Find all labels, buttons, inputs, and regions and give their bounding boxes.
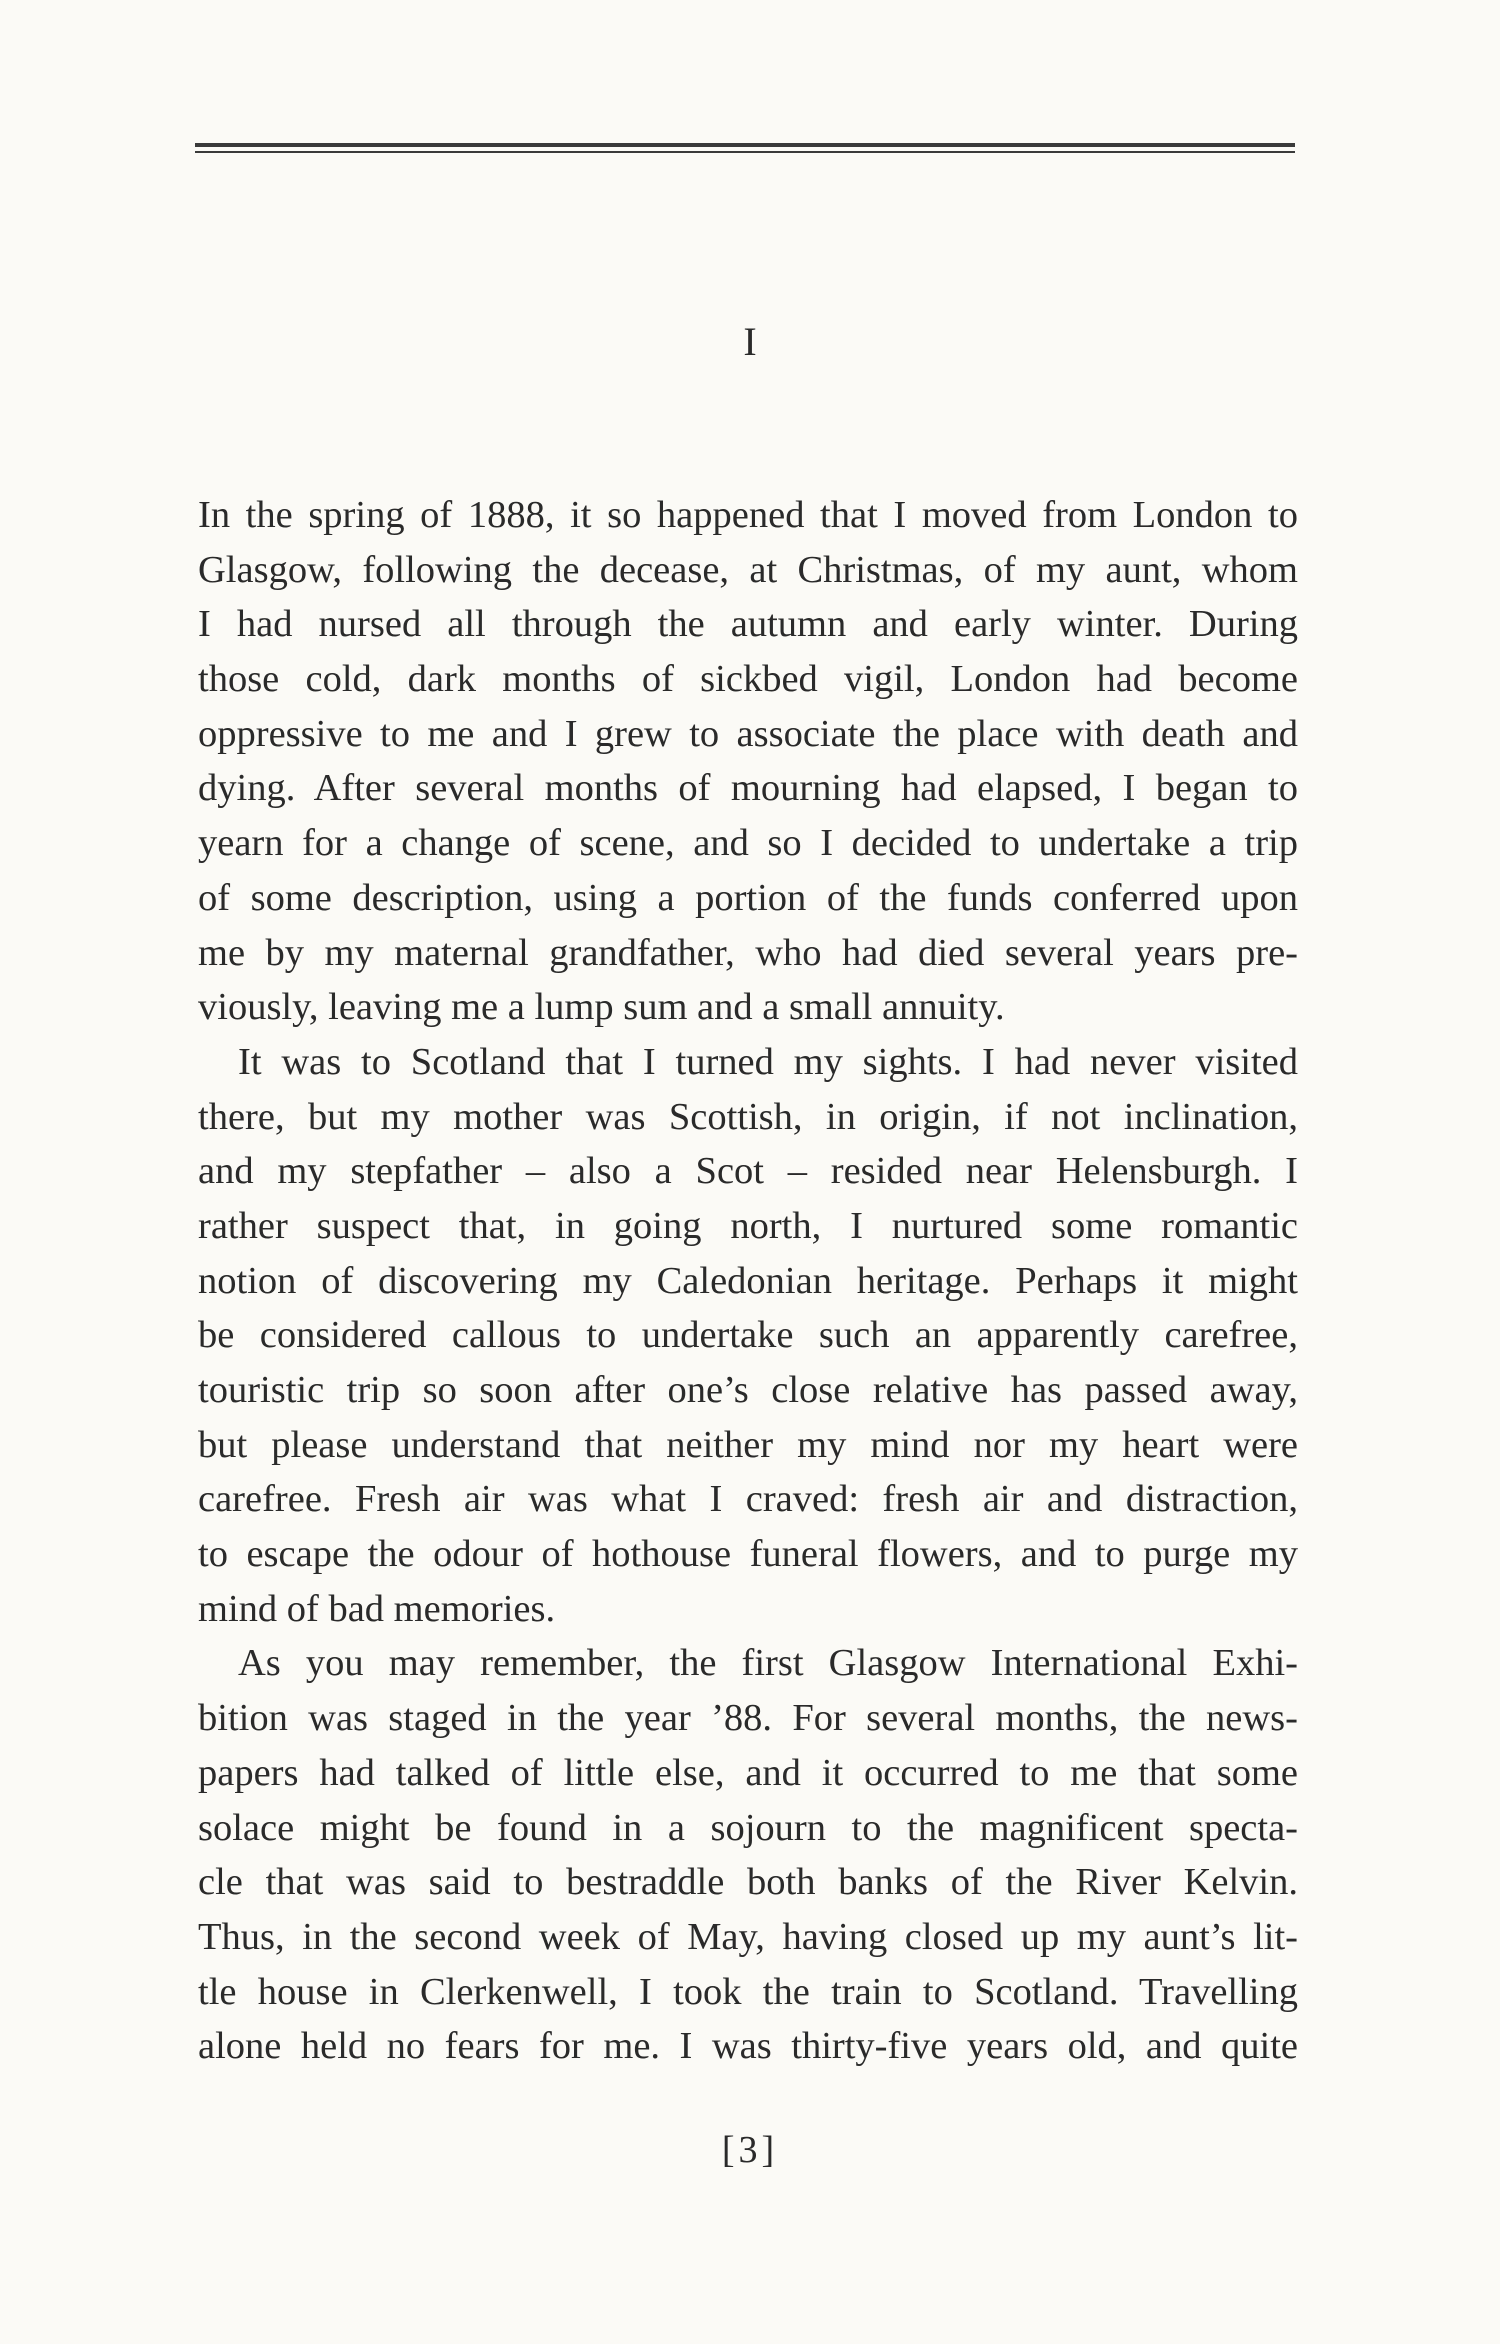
chapter-number: I bbox=[743, 319, 757, 364]
body-line: me by my maternal grandfather, who had died several years pre- bbox=[198, 931, 1298, 974]
body-line: but please understand that neither my mind nor my heart were bbox=[198, 1423, 1298, 1466]
body-line: rather suspect that, in going north, I nurtured some romantic bbox=[198, 1204, 1298, 1247]
body-line: of some description, using a portion of the funds conferred upon bbox=[198, 876, 1298, 919]
body-line: carefree. Fresh air was what I craved: fresh air and distraction, bbox=[198, 1478, 1298, 1521]
body-line: Thus, in the second week of May, having closed up my aunt’s lit- bbox=[198, 1915, 1298, 1958]
body-line: bition was staged in the year ’88. For several months, the news- bbox=[198, 1697, 1298, 1740]
body-line: yearn for a change of scene, and so I decided to undertake a trip bbox=[198, 822, 1298, 865]
body-line: I had nursed all through the autumn and early winter. During bbox=[198, 603, 1298, 646]
body-line: viously, leaving me a lump sum and a small annuity. bbox=[198, 986, 1005, 1029]
body-line: those cold, dark months of sickbed vigil, London had become bbox=[198, 658, 1298, 701]
body-line: alone held no fears for me. I was thirty-five years old, and quite bbox=[198, 2025, 1298, 2068]
header-rule-thin bbox=[195, 151, 1295, 153]
body-line: tle house in Clerkenwell, I took the train to Scotland. Travelling bbox=[198, 1970, 1298, 2013]
body-line: papers had talked of little else, and it occurred to me that some bbox=[198, 1751, 1298, 1794]
body-line: there, but my mother was Scottish, in origin, if not inclination, bbox=[198, 1095, 1298, 1138]
body-line: to escape the odour of hothouse funeral flowers, and to purge my bbox=[198, 1533, 1298, 1576]
body-line: As you may remember, the first Glasgow International Exhi- bbox=[238, 1642, 1298, 1685]
body-line: and my stepfather – also a Scot – resided near Helensburgh. I bbox=[198, 1150, 1298, 1193]
body-text bbox=[198, 488, 1298, 2074]
header-rule-thick bbox=[195, 143, 1295, 147]
body-line: cle that was said to bestraddle both banks of the River Kelvin. bbox=[198, 1861, 1298, 1904]
body-line: be considered callous to undertake such an apparently carefree, bbox=[198, 1314, 1298, 1357]
body-line: In the spring of 1888, it so happened that I moved from London to bbox=[198, 494, 1298, 536]
body-line: mind of bad memories. bbox=[198, 1587, 556, 1630]
body-line: oppressive to me and I grew to associate the place with death and bbox=[198, 712, 1298, 755]
body-line: dying. After several months of mourning had elapsed, I began to bbox=[198, 767, 1298, 810]
body-line: Glasgow, following the decease, at Christmas, of my aunt, whom bbox=[198, 548, 1298, 591]
body-line: solace might be found in a sojourn to the magnificent specta- bbox=[198, 1806, 1298, 1849]
body-line: It was to Scotland that I turned my sights. I had never visited bbox=[238, 1040, 1298, 1083]
page-number: [3] bbox=[721, 2129, 779, 2171]
body-line: notion of discovering my Caledonian heritage. Perhaps it might bbox=[198, 1259, 1298, 1302]
body-line: touristic trip so soon after one’s close relative has passed away, bbox=[198, 1369, 1298, 1411]
